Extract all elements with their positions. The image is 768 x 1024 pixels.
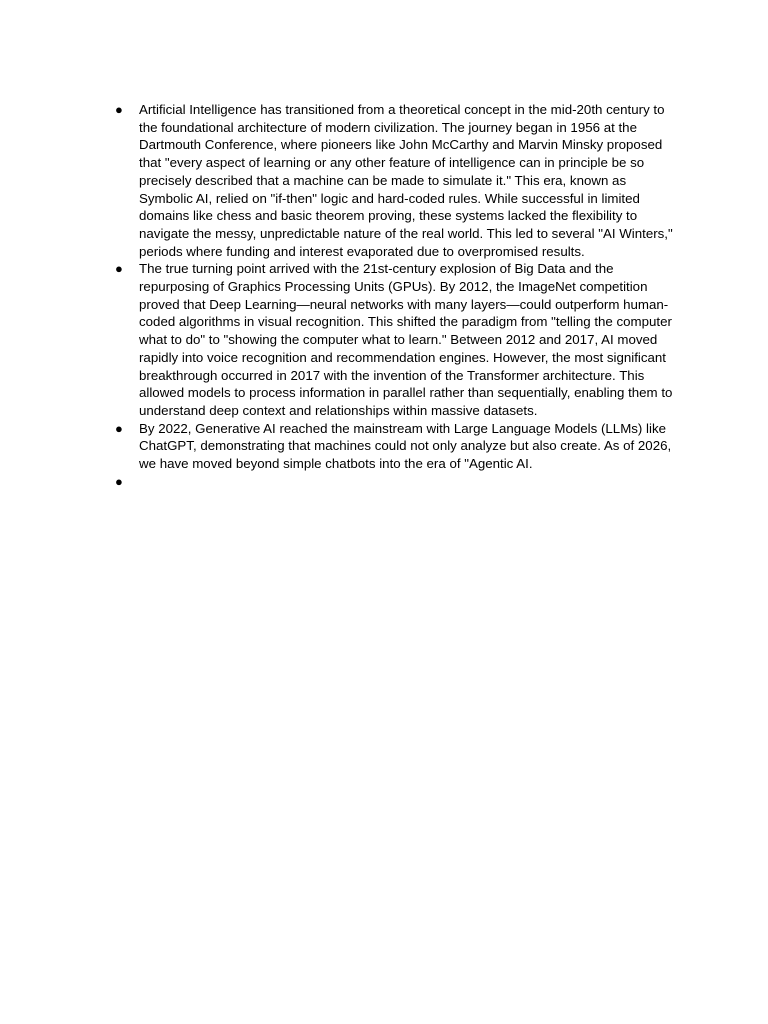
paragraph-symbolic-ai[interactable]: Artificial Intelligence has transitioned from a theoretical concept in the mid-20th century to the foundational architecture of modern civilization. The journey began in 1956 at the Dartmouth Conference, where pioneers like John McCarthy and Marvin Minsky proposed that "every aspect of learning or any other feature of intelligence can in principle be so precisely described that a machine can be made to simulate it." This era, known as Symbolic AI, relied on "if-then" logic and hard-coded rules. While successful in limited domains like chess and basic theorem proving, these systems lacked the flexibility to navigate the messy, unpredictable nature of the real world. This led to several "AI Winters," periods where funding and interest evaporated due to overpromised results. [139,102,673,259]
bullet-icon: ● [115,261,123,277]
bullet-icon: ● [115,102,123,117]
paragraph-generative-ai[interactable]: By 2022, Generative AI reached the mainstream with Large Language Models (LLMs) like ChatGPT, demonstrating that machines could not only analyze but also create. As of 2026, we have moved beyond simple chatbots into the era of "Agentic AI. [139,420,672,472]
bullet-icon: ● [115,420,123,436]
list-item[interactable] [115,260,675,419]
paragraph-deep-learning[interactable]: The true turning point arrived with the 21st-century explosion of Big Data and the repurposing of Graphics Processing Units (GPUs). By 2012, the ImageNet competition proved that Deep Learning—neural networks with many layers—could outperform human-coded algorithms in visual recognition. This shifted the paradigm from "telling the computer what to do" to "showing the computer what to learn." Between 2012 and 2017, AI moved rapidly into voice recognition and recommendation engines. However, the most significant breakthrough occurred in 2017 with the invention of the Transformer architecture. This allowed models to process information in parallel rather than sequentially, enabling them to understand deep context and relationships within massive datasets. [139,261,673,418]
list-item[interactable] [115,473,675,491]
empty-paragraph[interactable] [139,473,675,491]
list-item[interactable] [115,101,675,260]
bullet-icon: ● [115,473,123,489]
bullet-list [115,101,675,490]
list-item[interactable] [115,420,675,473]
